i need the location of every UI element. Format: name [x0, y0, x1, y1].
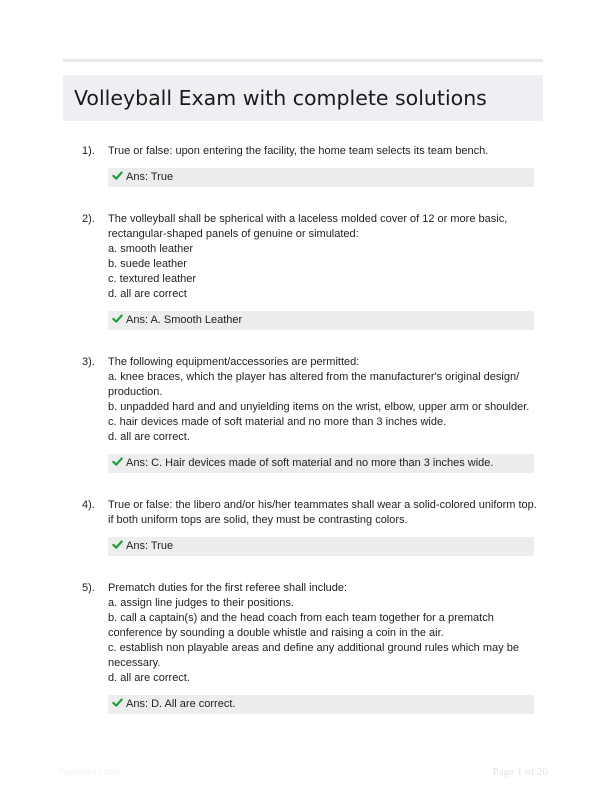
question-line: True or false: the libero and/or his/her teammates shall wear a solid-colored uniform top. [108, 499, 537, 511]
option-a: a. assign line judges to their positions. [108, 597, 294, 609]
option-b: b. suede leather [108, 258, 187, 270]
top-divider [63, 59, 543, 62]
question-number: 1). [82, 145, 95, 157]
title-banner [63, 75, 543, 121]
option-a: a. smooth leather [108, 243, 193, 255]
option-b: b. call a captain(s) and the head coach from each team together for a prematch [108, 612, 494, 624]
option-c: c. textured leather [108, 273, 197, 285]
question-line: rectangular-shaped panels of genuine or simulated: [108, 228, 359, 240]
question-2 [82, 212, 537, 330]
answer-box [108, 695, 534, 714]
answer-text: Ans: True [126, 171, 174, 183]
option-c: c. establish non playable areas and define any additional ground rules which may be [108, 642, 519, 654]
question-text [108, 212, 537, 302]
answer-text: Ans: True [126, 540, 174, 552]
question-number: 2). [82, 213, 95, 225]
question-text [108, 498, 537, 528]
answer-box [108, 454, 534, 473]
question-3 [82, 355, 537, 473]
check-icon [112, 697, 123, 708]
answer-text: Ans: A. Smooth Leather [126, 314, 243, 326]
question-line: The volleyball shall be spherical with a laceless molded cover of 12 or more basic, [108, 213, 508, 225]
option-d: d. all are correct. [108, 672, 190, 684]
question-number: 4). [82, 499, 95, 511]
option-c: c. hair devices made of soft material and no more than 3 inches wide. [108, 416, 447, 428]
question-1 [82, 144, 537, 187]
answer-box [108, 537, 534, 556]
question-4 [82, 498, 537, 556]
option-c-continued: necessary. [108, 657, 161, 669]
question-line: Prematch duties for the first referee shall include: [108, 582, 348, 594]
option-d: d. all are correct [108, 288, 187, 300]
option-b: b. unpadded hard and and unyielding items on the wrist, elbow, upper arm or shoulder. [108, 401, 530, 413]
question-line: if both uniform tops are solid, they must be contrasting colors. [108, 514, 408, 526]
option-a: a. knee braces, which the player has altered from the manufacturer's original design/ [108, 371, 520, 383]
page-title: Volleyball Exam with complete solutions [74, 86, 487, 110]
question-line: The following equipment/accessories are permitted: [108, 356, 360, 368]
answer-box [108, 311, 534, 330]
question-number: 3). [82, 356, 95, 368]
question-line: True or false: upon entering the facility, the home team selects its team bench. [108, 145, 489, 157]
question-5 [82, 581, 537, 714]
question-text [108, 144, 537, 159]
check-icon [112, 313, 123, 324]
question-number: 5). [82, 582, 95, 594]
question-text [108, 581, 537, 686]
option-a-continued: production. [108, 386, 163, 398]
footer-watermark: PaperMbio.com [58, 767, 122, 777]
page-number: Page 1 of 20 [492, 766, 548, 778]
check-icon [112, 539, 123, 550]
answer-box [108, 168, 534, 187]
answer-text: Ans: D. All are correct. [126, 698, 236, 710]
question-text [108, 355, 537, 445]
check-icon [112, 456, 123, 467]
option-d: d. all are correct. [108, 431, 190, 443]
check-icon [112, 170, 123, 181]
option-b-continued: conference by sounding a double whistle and raising a coin in the air. [108, 627, 444, 639]
answer-text: Ans: C. Hair devices made of soft material and no more than 3 inches wide. [126, 457, 494, 469]
